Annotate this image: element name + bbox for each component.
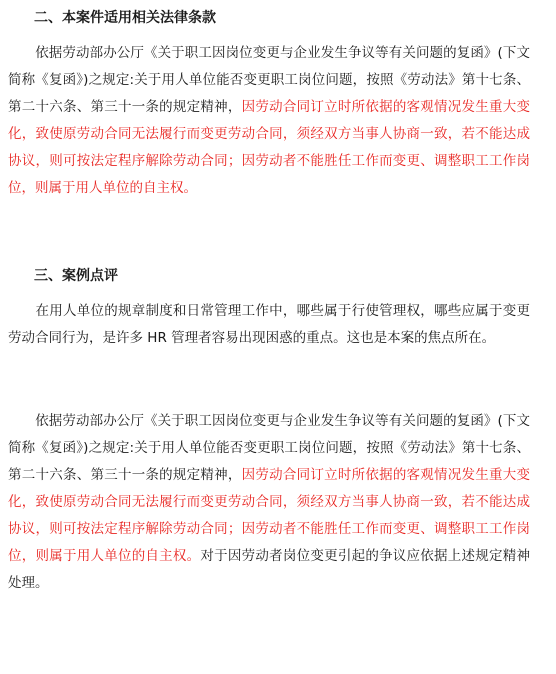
section-heading-case-review: 三、案例点评 — [34, 268, 118, 284]
paragraph-indent — [8, 45, 35, 61]
paragraph-tail-text: 对于因劳动者岗位变更引起的争议应依据上述规定精神处理。 — [8, 548, 531, 591]
section-heading-applicable-law: 二、本案件适用相关法律条款 — [34, 10, 216, 26]
paragraph-text: 依据劳动部办公厅《关于职工因岗位变更与企业发生争议等有关问题的复函》(下文简称《复函》)之规定:关于用人单位能否变更职工岗位问题，按照《劳动法》第十七条、第二十六条、第三十一条的规定精神， — [8, 413, 530, 483]
paragraph-case-review-intro — [8, 298, 530, 352]
paragraph-indent — [8, 303, 36, 319]
highlighted-text: 因劳动合同订立时所依据的客观情况发生重大变化，致使原劳动合同无法履行而变更劳动合同，须经双方当事人协商一致，若不能达成协议，则可按法定程序解除劳动合同；因劳动者不能胜任工作而变更、调整职工工作岗位，则属于用人单位的自主权。 — [8, 467, 531, 564]
paragraph-case-review-basis — [8, 408, 530, 597]
paragraph-text: 依据劳动部办公厅《关于职工因岗位变更与企业发生争议等有关问题的复函》(下文简称《复函》)之规定:关于用人单位能否变更职工岗位问题，按照《劳动法》第十七条、第二十六条、第三十一条的规定精神， — [8, 45, 530, 115]
paragraph-applicable-law — [8, 40, 530, 202]
paragraph-text: 在用人单位的规章制度和日常管理工作中，哪些属于行使管理权，哪些应属于变更劳动合同行为，是许多 HR 管理者容易出现困惑的重点。这也是本案的焦点所在。 — [8, 303, 531, 346]
highlighted-text: 因劳动合同订立时所依据的客观情况发生重大变化，致使原劳动合同无法履行而变更劳动合同，须经双方当事人协商一致，若不能达成协议，则可按法定程序解除劳动合同；因劳动者不能胜任工作而变更、调整职工工作岗位，则属于用人单位的自主权。 — [8, 99, 531, 196]
paragraph-indent — [8, 413, 35, 429]
